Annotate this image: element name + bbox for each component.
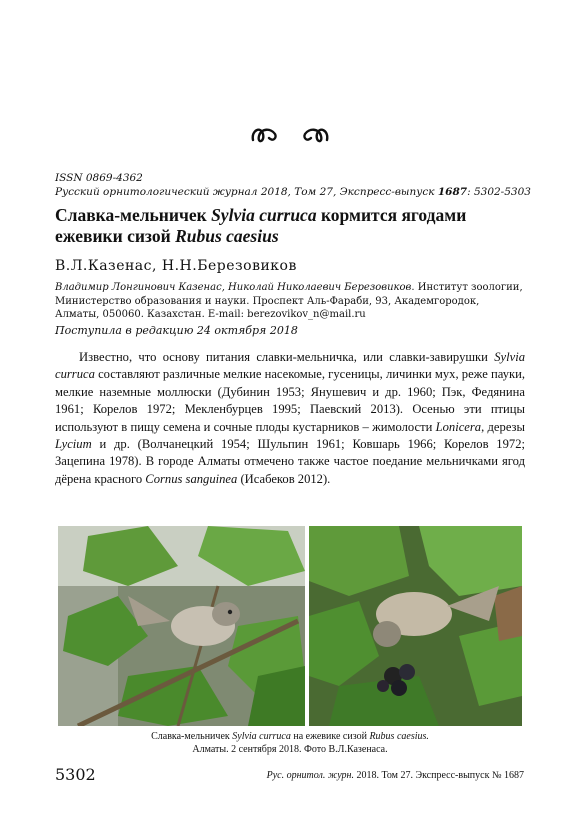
page-range: : 5302-5303 <box>467 186 531 198</box>
species-name: Cornus sanguinea <box>145 471 238 486</box>
affiliation <box>55 281 525 322</box>
article-title <box>55 205 525 247</box>
body-text: Известно, что основу питания славки-мельничка, или славки-завирушки <box>79 350 495 364</box>
caption-text: на ежевике сизой <box>290 731 370 742</box>
issue-number: 1687 <box>437 186 468 198</box>
species-name: Lonicera <box>435 419 482 434</box>
running-footer <box>267 770 524 781</box>
caption-species: Rubus caesius. <box>369 731 429 742</box>
caption-line-2: Алматы. 2 сентября 2018. Фото В.Л.Казенаса. <box>192 744 388 755</box>
title-text: кормится ягодами ежевики сизой <box>55 205 467 246</box>
caption-species: Sylvia curruca <box>232 731 291 742</box>
body-text: составляют различные мелкие насекомые, гусеницы, личинки мух, реже пауки, мелкие наземные моллюски (Дубинин 1953; Янушевич и др. 1960; Пэк, Федянина 1961; Корелов 1972; Мекленбурцев 1995; Паевский 2013). Осенью эти птицы используют в пищу семена и сочные плоды кустарников – жимолости <box>55 367 525 434</box>
body-text: (Исабеков 2012). <box>237 471 331 486</box>
body-text: , дерезы <box>481 419 525 434</box>
figure-caption <box>55 730 525 756</box>
body-text: и др. (Волчанецкий 1954; Шульпин 1961; Ковшарь 1966; Корелов 1972; Зацепина 1978). В городе Алматы отмечено также частое поедание мельничками ягод дёрена красного <box>55 437 525 486</box>
photo-bird-on-branch <box>58 526 305 726</box>
running-journal: Рус. орнитол. журн. <box>266 770 354 781</box>
issn: ISSN 0869-4362 <box>55 172 143 184</box>
caption-text: Славка-мельничек <box>151 731 233 742</box>
received-date: Поступила в редакцию 24 октября 2018 <box>55 324 298 337</box>
title-species-bird: Sylvia curruca <box>211 205 317 225</box>
page-number: 5302 <box>55 765 96 784</box>
photo-bird-eating-berries <box>309 526 522 726</box>
ornament-right-icon <box>299 122 331 155</box>
title-text: Славка-мельничек <box>55 205 212 225</box>
ornament-left-icon <box>249 122 281 155</box>
running-rest: 2018. Том 27. Экспресс-выпуск № 1687 <box>353 770 524 781</box>
section-ornament <box>0 122 580 155</box>
paragraph <box>55 349 525 488</box>
journal-prefix: Русский орнитологический журнал 2018, Том 27, Экспресс-выпуск <box>55 186 435 198</box>
species-name: Lycium <box>55 437 92 452</box>
authors: В.Л.Казенас, Н.Н.Березовиков <box>55 258 297 274</box>
journal-citation <box>55 186 531 198</box>
affiliation-text: . Институт зоологии, Министерство образования и науки. Проспект Аль-Фараби, 93, Академгородок, Алматы, 050060. Казахстан. E-mail: berezovikov_n@mail.ru <box>55 282 523 320</box>
article-body <box>55 349 525 488</box>
title-species-plant: Rubus caesius <box>175 226 279 246</box>
affiliation-names: Владимир Лонгинович Казенас, Николай Николаевич Березовиков <box>55 282 412 293</box>
caption-line-1 <box>55 730 525 743</box>
species-name: Sylvia curruca <box>55 350 525 382</box>
